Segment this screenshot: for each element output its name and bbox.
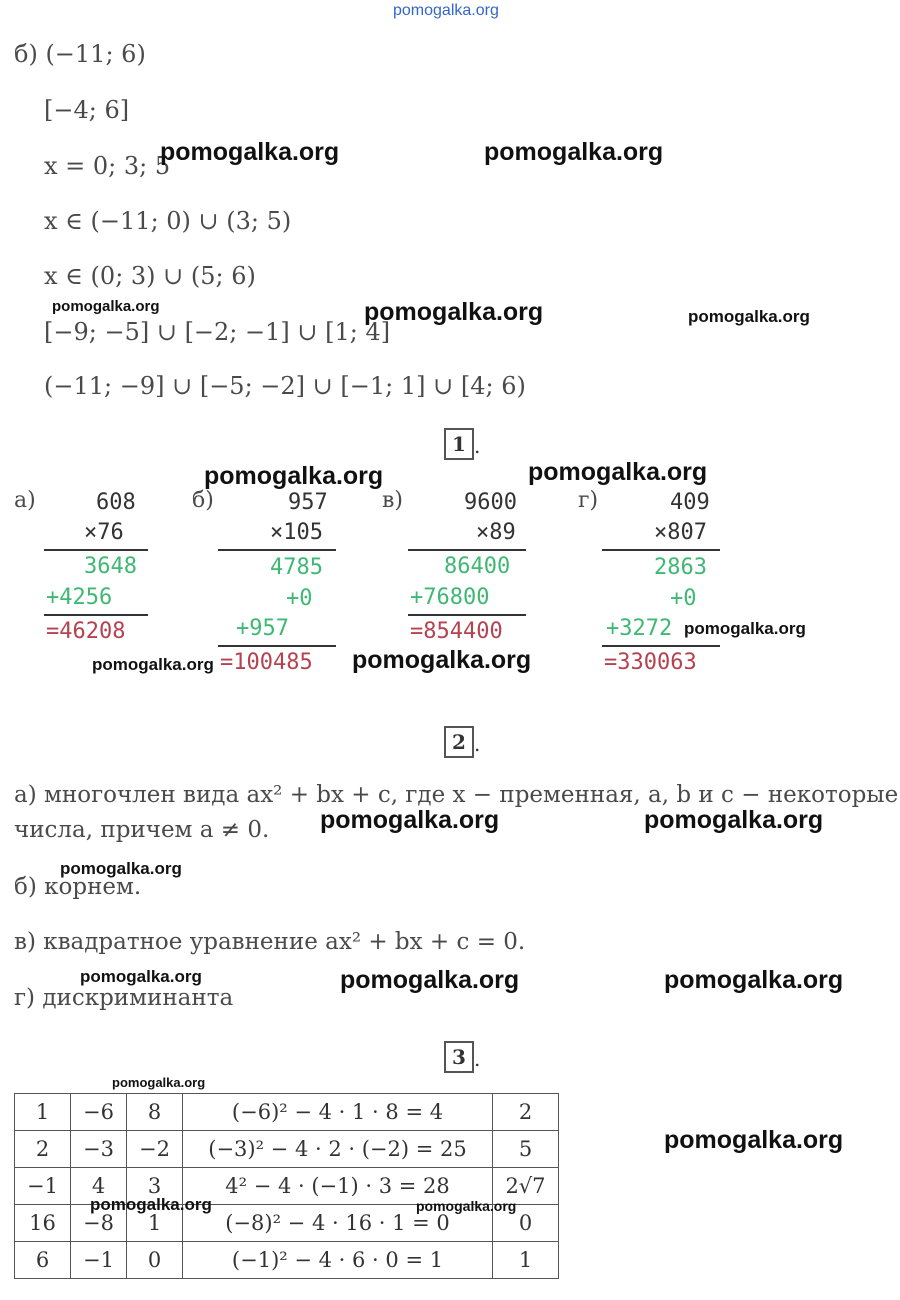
table-cell-discriminant: 4² − 4 · (−1) · 3 = 28 (183, 1168, 493, 1205)
table-cell-discriminant: (−6)² − 4 · 1 · 8 = 4 (183, 1094, 493, 1131)
section-2-dot: . (474, 732, 481, 756)
definition-c: в) квадратное уравнение ax² + bx + c = 0. (14, 929, 526, 955)
mult-b-label: б) (192, 488, 214, 513)
mult-c-partial2: +76800 (410, 585, 490, 610)
mult-d-partial3: +3272 (606, 616, 673, 641)
part-b-line-7: (−11; −9] ∪ [−5; −2] ∪ [−1; 1] ∪ [4; 6) (44, 372, 526, 400)
mult-d-label: г) (578, 488, 599, 513)
watermark: pomogalka.org (204, 462, 384, 490)
mult-b-partial2: +0 (286, 586, 313, 611)
mult-a-factor2: ×76 (84, 520, 124, 545)
watermark: pomogalka.org (320, 806, 500, 834)
definition-a-line-2: числа, причем a ≠ 0. (14, 817, 270, 843)
watermark: pomogalka.org (528, 458, 708, 486)
mult-d-partial2: +0 (670, 586, 697, 611)
mult-d-partial1: 2863 (654, 555, 707, 580)
section-2-number: 2 (444, 726, 474, 758)
table-row (15, 1242, 559, 1279)
definition-b: б) корнем. (14, 874, 142, 900)
table-cell-b: −8 (71, 1205, 127, 1242)
watermark: pomogalka.org (364, 298, 544, 326)
mult-d-result: =330063 (604, 650, 697, 675)
section-3-number: 3 (444, 1041, 474, 1073)
table-cell-a: 16 (15, 1205, 71, 1242)
part-b-line-6: [−9; −5] ∪ [−2; −1] ∪ [1; 4] (44, 318, 391, 346)
definition-d: г) дискриминанта (14, 985, 234, 1011)
table-cell-root: 2 (493, 1094, 559, 1131)
part-b-line-5: x ∈ (0; 3) ∪ (5; 6) (44, 262, 256, 290)
mult-d-factor2: ×807 (654, 520, 707, 545)
mult-a-label: а) (14, 488, 36, 513)
table-cell-b: 4 (71, 1168, 127, 1205)
section-3-dot: . (474, 1047, 481, 1071)
watermark: pomogalka.org (60, 859, 182, 878)
site-header-link[interactable]: pomogalka.org (393, 2, 499, 19)
mult-b-partial3: +957 (236, 616, 289, 641)
mult-c-result: =854400 (410, 619, 503, 644)
table-cell-root: 1 (493, 1242, 559, 1279)
table-cell-discriminant: (−8)² − 4 · 16 · 1 = 0 (183, 1205, 493, 1242)
watermark: pomogalka.org (92, 655, 214, 674)
watermark: pomogalka.org (52, 298, 160, 315)
table-cell-c: 3 (127, 1168, 183, 1205)
table-cell-c: 1 (127, 1205, 183, 1242)
table-cell-c: 0 (127, 1242, 183, 1279)
table-cell-discriminant: (−1)² − 4 · 6 · 0 = 1 (183, 1242, 493, 1279)
watermark: pomogalka.org (340, 966, 520, 994)
watermark: pomogalka.org (80, 967, 202, 986)
mult-b-line-2 (218, 645, 336, 647)
mult-b-result: =100485 (220, 650, 313, 675)
watermark: pomogalka.org (688, 307, 810, 326)
table-cell-a: 2 (15, 1131, 71, 1168)
table-cell-b: −6 (71, 1094, 127, 1131)
table-row (15, 1131, 559, 1168)
table-cell-a: 1 (15, 1094, 71, 1131)
mult-c-line-2 (408, 614, 526, 616)
table-cell-b: −3 (71, 1131, 127, 1168)
table-cell-b: −1 (71, 1242, 127, 1279)
section-1-number: 1 (444, 428, 474, 460)
watermark: pomogalka.org (644, 806, 824, 834)
part-b-line-2: [−4; 6] (44, 96, 130, 124)
watermark: pomogalka.org (416, 1198, 517, 1214)
watermark: pomogalka.org (90, 1195, 212, 1214)
watermark: pomogalka.org (160, 138, 340, 166)
mult-a-factor1: 608 (96, 490, 136, 515)
part-b-line-3: x = 0; 3; 5 (44, 152, 171, 180)
table-cell-root: 0 (493, 1205, 559, 1242)
watermark: pomogalka.org (484, 138, 664, 166)
mult-a-line-2 (44, 614, 148, 616)
table-cell-discriminant: (−3)² − 4 · 2 · (−2) = 25 (183, 1131, 493, 1168)
watermark: pomogalka.org (352, 646, 532, 674)
mult-c-factor1: 9600 (464, 490, 517, 515)
table-row (15, 1094, 559, 1131)
table-cell-root: 5 (493, 1131, 559, 1168)
table-cell-c: 8 (127, 1094, 183, 1131)
mult-a-partial1: 3648 (84, 554, 137, 579)
section-1-dot: . (474, 434, 481, 458)
table-cell-a: 6 (15, 1242, 71, 1279)
mult-b-factor2: ×105 (270, 520, 323, 545)
definition-a-line-1: а) многочлен вида ax² + bx + c, где x − пременная, a, b и c − некоторые (14, 782, 899, 808)
mult-c-label: в) (382, 488, 403, 513)
mult-c-line (408, 549, 526, 551)
table-cell-root: 2√7 (493, 1168, 559, 1205)
table-cell-a: −1 (15, 1168, 71, 1205)
watermark: pomogalka.org (664, 1126, 844, 1154)
mult-b-partial1: 4785 (270, 555, 323, 580)
watermark: pomogalka.org (684, 619, 806, 638)
part-b-line-1: б) (−11; 6) (14, 40, 146, 68)
watermark: pomogalka.org (664, 966, 844, 994)
mult-a-line (44, 549, 148, 551)
mult-b-line (218, 549, 336, 551)
mult-d-factor1: 409 (670, 490, 710, 515)
mult-c-partial1: 86400 (444, 554, 511, 579)
discriminant-table (14, 1093, 559, 1279)
part-b-line-4: x ∈ (−11; 0) ∪ (3; 5) (44, 207, 292, 235)
watermark: pomogalka.org (112, 1075, 206, 1090)
mult-a-partial2: +4256 (46, 585, 113, 610)
mult-d-line-2 (602, 645, 720, 647)
mult-b-factor1: 957 (288, 490, 328, 515)
mult-d-line (602, 549, 720, 551)
table-cell-c: −2 (127, 1131, 183, 1168)
mult-a-result: =46208 (46, 619, 126, 644)
mult-c-factor2: ×89 (476, 520, 516, 545)
